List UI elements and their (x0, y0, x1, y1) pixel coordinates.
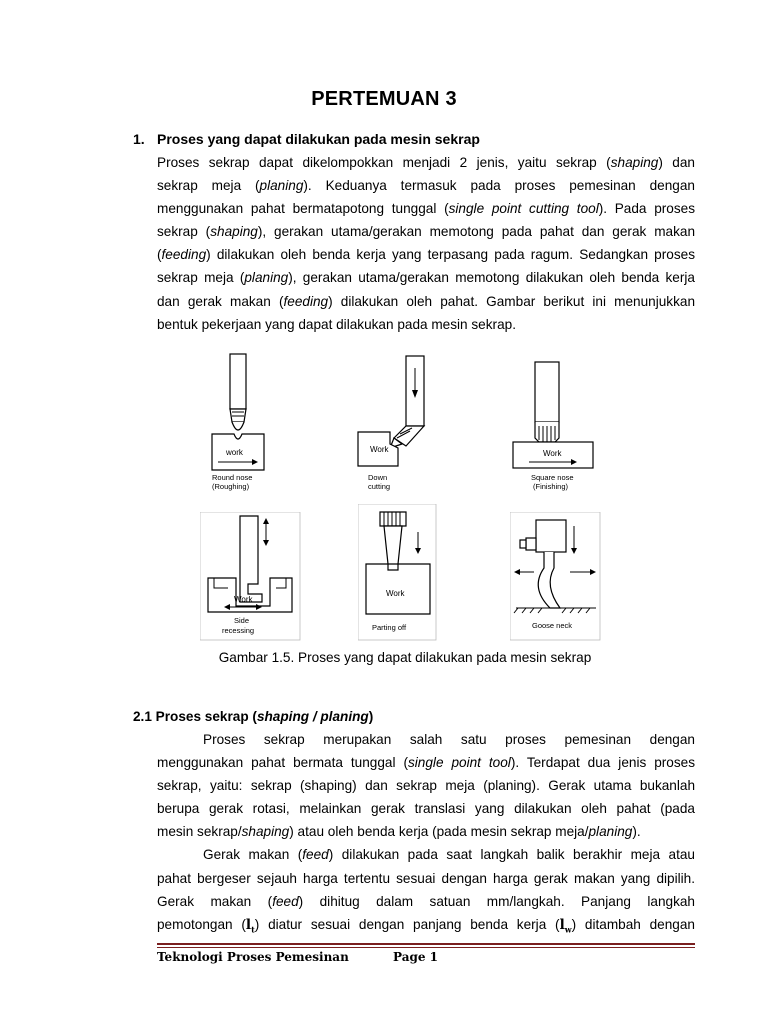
text-run: ). Keduanya termasuk pada proses pemesinan dengan (303, 178, 695, 194)
text-run: sekrap meja ( (157, 178, 260, 194)
figure-4-label-1: Side (234, 616, 250, 625)
figure-square-nose (505, 352, 605, 492)
figure-grid (200, 352, 600, 652)
section-2-paragraph (157, 728, 695, 936)
figure-2-label-1: Down (368, 473, 388, 482)
figure-side-recessing (200, 512, 310, 642)
text-run: ) dilakukan oleh pahat. Gambar berikut ini menunjukkan (328, 293, 696, 309)
figure-2-work: Work (370, 445, 389, 454)
section-2-heading (133, 709, 373, 724)
figure-3-work: Work (543, 449, 562, 458)
text-run: ) ditambah dengan (571, 916, 695, 932)
section-1-line (157, 313, 695, 336)
italic-term: feeding (283, 293, 329, 309)
italic-term: single point cutting tool (448, 201, 599, 217)
section-1-line (157, 151, 695, 174)
section-1-line (157, 174, 695, 197)
italic-term: planing (588, 824, 633, 840)
section-1-paragraph (157, 151, 695, 336)
text-run: ), gerakan utama/gerakan memotong dilakukan oleh benda kerja (288, 270, 695, 286)
figure-round-nose (200, 352, 330, 492)
text-run: dan gerak makan ( (157, 293, 284, 309)
figure-down-cutting (350, 352, 470, 492)
footer-page-number: Page 1 (393, 950, 439, 964)
figure-3-label-2: (Finishing) (533, 482, 569, 491)
section-2-line (157, 728, 695, 751)
math-symbol: $l_w$ (559, 916, 572, 935)
section-2-heading-prefix: 2.1 Proses sekrap ( (133, 709, 257, 724)
text-run: ) diatur sesuai dengan panjang benda kerja ( (254, 916, 560, 932)
section-2-line (157, 843, 695, 866)
figure-6-label-1: Goose neck (532, 621, 573, 630)
text-run: menggunakan pahat bermatapotong tunggal ( (157, 201, 449, 217)
text-run: sekrap, yaitu: sekrap (shaping) dan sekrap meja (planing). Gerak utama bukanlah (157, 778, 695, 794)
section-2-heading-italic: shaping / planing (256, 709, 369, 724)
italic-term: shaping (210, 224, 258, 240)
text-run: ). (632, 824, 641, 840)
figure-1-work: work (226, 448, 243, 457)
figure-4-label-2: recessing (222, 626, 255, 635)
section-1-line (157, 266, 695, 289)
italic-term: feeding (161, 247, 207, 263)
text-run: Proses sekrap dapat dikelompokkan menjadi 2 jenis, yaitu sekrap ( (157, 155, 611, 170)
figure-1-label-1: Round nose (212, 473, 253, 482)
section-2-heading-suffix: ) (368, 709, 374, 724)
section-1-heading-text: Proses yang dapat dilakukan pada mesin sekrap (157, 131, 480, 147)
figure-parting-off (358, 504, 438, 644)
figure-caption: Gambar 1.5. Proses yang dapat dilakukan pada mesin sekrap (218, 650, 592, 665)
figure-4-work: Work (234, 595, 253, 604)
text-run: Gerak makan ( (157, 893, 273, 909)
section-1-number: 1. (133, 131, 145, 147)
text-run: Proses sekrap merupakan salah satu proses pemesinan dengan (203, 732, 695, 747)
section-1-line (157, 290, 695, 313)
text-run: Gerak makan ( (203, 847, 303, 863)
figure-2-label-2: cutting (368, 482, 391, 491)
footer-rule-thin (157, 947, 695, 948)
figure-5-work: Work (386, 589, 405, 598)
text-run: pahat bergeser sejauh harga tertentu sesuai dengan harga gerak makan yang dipilih. (157, 870, 695, 886)
text-run: sekrap ( (157, 224, 211, 240)
text-run: ) dihitug dalam satuan mm/langkah. Panjang langkah (298, 893, 695, 909)
italic-term: planing (259, 178, 304, 194)
text-run: ) dan (658, 155, 695, 170)
section-1-line (157, 220, 695, 243)
text-run: pemotongan ( (157, 916, 246, 932)
section-2-line (157, 751, 695, 774)
section-1-line (157, 243, 695, 266)
figure-3-label-1: Square nose (531, 473, 574, 482)
italic-term: planing (244, 270, 289, 286)
text-run: berupa gerak rotasi, melainkan gerak translasi yang dilakukan oleh pahat (pada (157, 801, 695, 817)
footer-title: Teknologi Proses Pemesinan (157, 950, 349, 964)
italic-term: feed (272, 893, 299, 909)
section-1-heading (133, 131, 480, 147)
italic-term: shaping (610, 155, 659, 170)
figure-1-label-2: (Roughing) (212, 482, 250, 491)
text-run: ). Terdapat dua jenis proses (510, 755, 696, 771)
section-2-line (157, 913, 695, 936)
figure-5-label-1: Parting off (372, 623, 407, 632)
page-title: PERTEMUAN 3 (311, 88, 457, 110)
figure-goose-neck (510, 512, 602, 642)
text-run: bentuk pekerjaan yang dapat dilakukan pada mesin sekrap. (157, 316, 516, 332)
italic-term: feed (302, 847, 329, 863)
text-run: ). Pada proses (598, 201, 695, 217)
italic-term: shaping (241, 824, 290, 840)
section-2-line (157, 820, 695, 843)
section-1-line (157, 197, 695, 220)
text-run: menggunakan pahat bermata tunggal ( (157, 755, 408, 771)
section-2-line (157, 890, 695, 913)
footer-rule-thick (157, 943, 695, 945)
section-2-line (157, 867, 695, 890)
section-2-line (157, 774, 695, 797)
text-run: sekrap meja ( (157, 270, 245, 286)
text-run: ) dilakukan oleh benda kerja yang terpasang pada ragum. Sedangkan proses (206, 247, 695, 263)
section-2-line (157, 797, 695, 820)
text-run: mesin sekrap/ (157, 824, 242, 840)
math-symbol: $l_t$ (245, 916, 255, 935)
text-run: ( (157, 247, 162, 263)
text-run: ) atau oleh benda kerja (pada mesin sekrap meja/ (289, 824, 589, 840)
text-run: ), gerakan utama/gerakan memotong pada pahat dan gerak makan (257, 224, 695, 240)
text-run: ) dilakukan pada saat langkah balik berakhir meja atau (328, 847, 695, 863)
italic-term: single point tool (407, 755, 511, 771)
